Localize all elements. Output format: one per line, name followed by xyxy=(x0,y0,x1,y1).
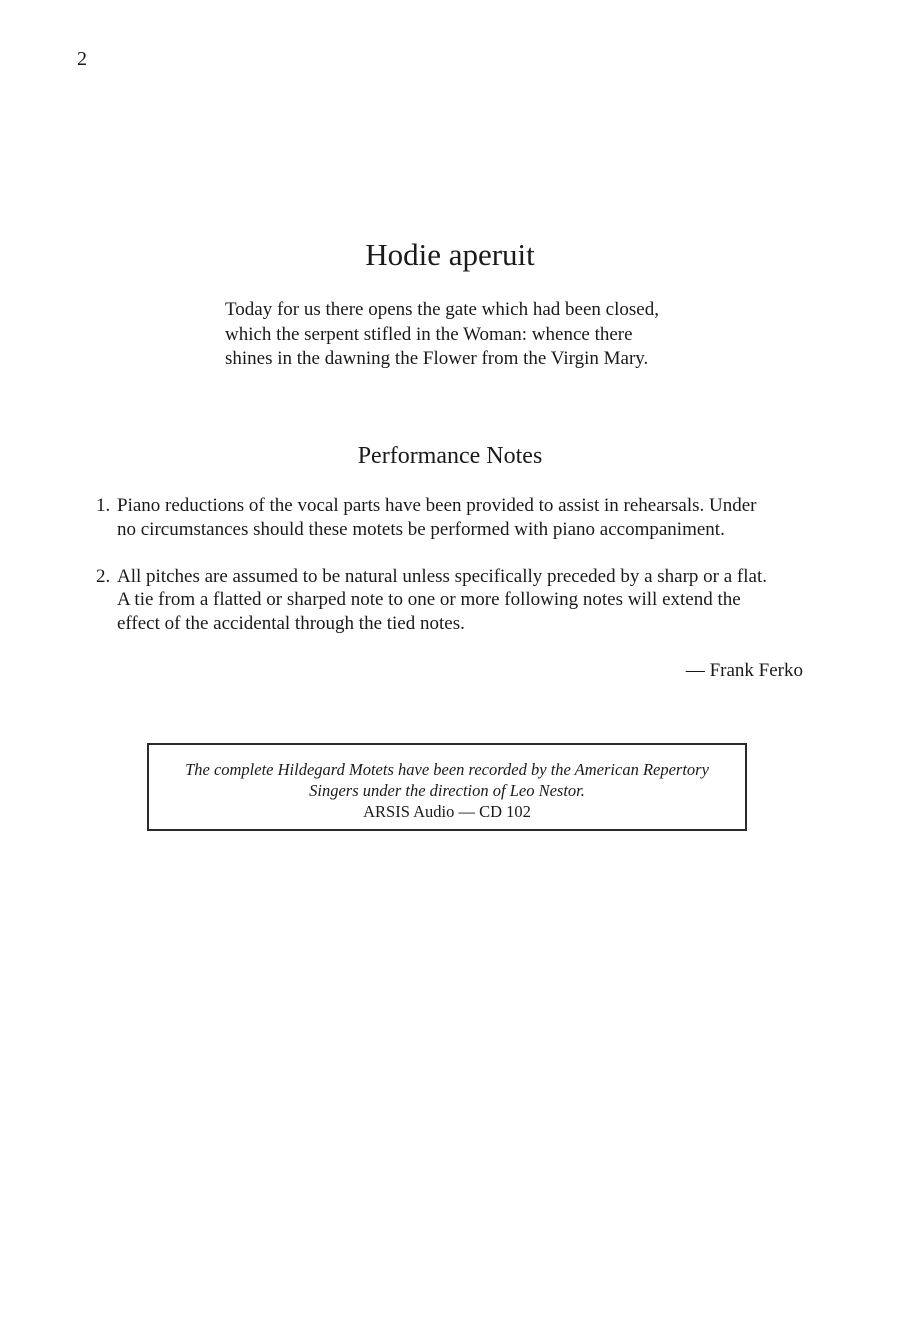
translation-line: Today for us there opens the gate which had been closed, xyxy=(225,299,659,320)
motet-title: Hodie aperuit xyxy=(365,237,535,272)
recording-catalog: ARSIS Audio — CD 102 xyxy=(363,802,531,821)
performance-notes-list xyxy=(96,494,816,659)
note-line: A tie from a flatted or sharped note to one or more following notes will extend the xyxy=(117,589,741,611)
translation-line: which the serpent stifled in the Woman: whence there xyxy=(225,323,633,345)
performance-notes-heading: Performance Notes xyxy=(357,443,543,469)
recording-line: Singers under the direction of Leo Nestor. xyxy=(309,781,585,800)
author-signature: — Frank Ferko xyxy=(685,660,803,681)
note-number: 1. xyxy=(96,495,111,516)
recording-line: The complete Hildegard Motets have been recorded by the American Repertory xyxy=(185,760,709,779)
note-line: All pitches are assumed to be natural unless specifically preceded by a sharp or a flat. xyxy=(117,565,767,587)
note-item xyxy=(96,565,816,636)
note-line: effect of the accidental through the tied notes. xyxy=(117,613,465,635)
note-item xyxy=(96,494,816,542)
note-line: no circumstances should these motets be performed with piano accompaniment. xyxy=(117,518,725,540)
page-number: 2 xyxy=(77,48,87,70)
translation-text xyxy=(225,298,745,372)
translation-line: shines in the dawning the Flower from the Virgin Mary. xyxy=(225,348,649,369)
recording-info-box xyxy=(147,743,747,831)
note-number: 2. xyxy=(96,565,111,587)
note-line: Piano reductions of the vocal parts have been provided to assist in rehearsals. Under xyxy=(117,495,757,516)
